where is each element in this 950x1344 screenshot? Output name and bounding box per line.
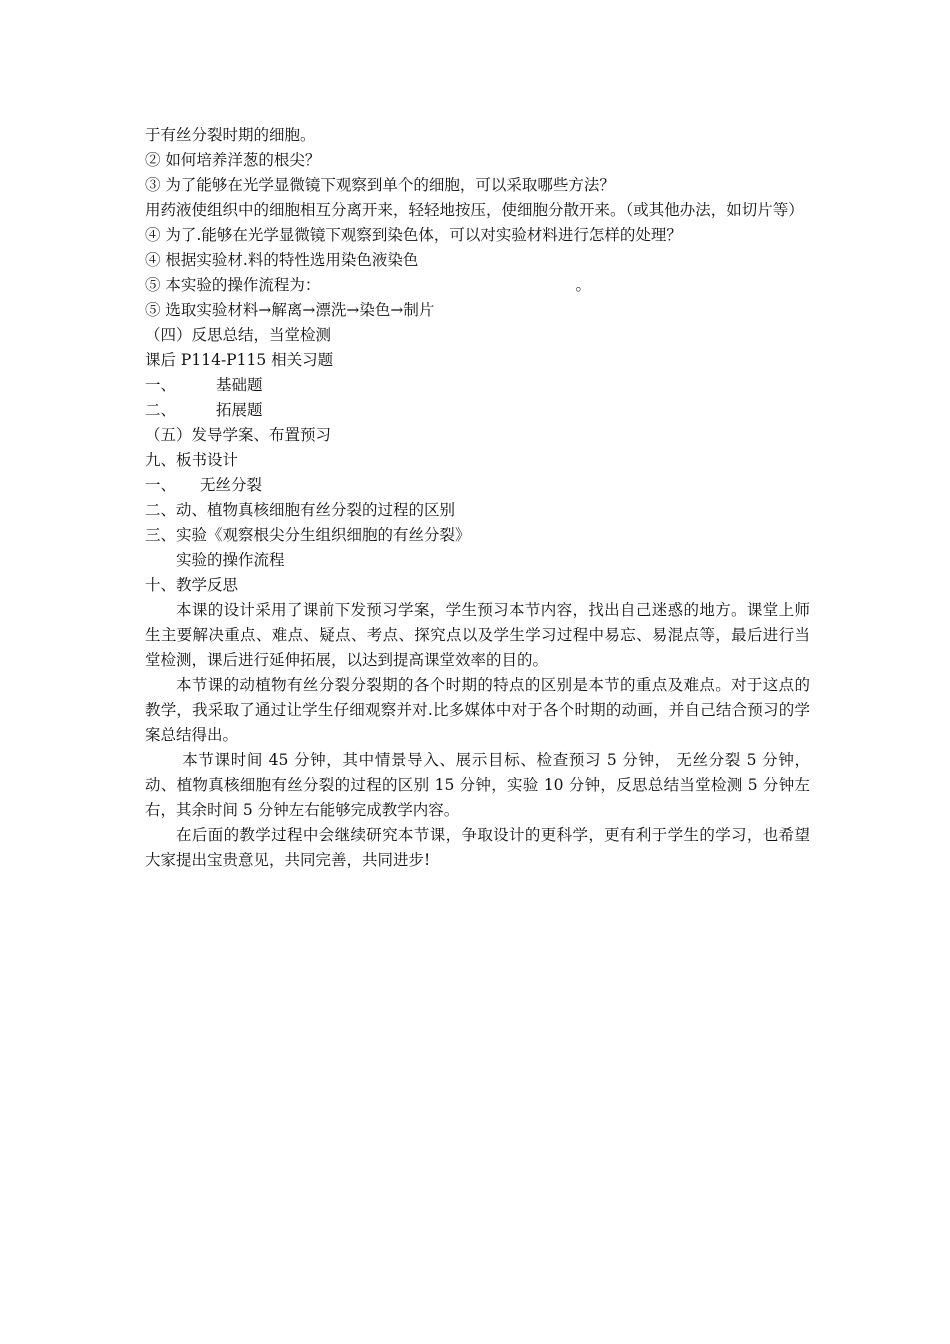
homework-item [145,398,810,423]
homework-item-num: 二、 [145,401,177,419]
homework-item [145,373,810,398]
section-heading-10: 十、教学反思 [145,576,239,594]
document-body [145,123,810,873]
question-5-end: 。 [575,276,591,294]
reflection-paragraph: 在后面的教学过程中会继续研究本节课，争取设计的更科学，更有利于学生的学习，也希望大家提出宝贵意见，共同完善，共同进步! [145,826,810,869]
homework-item-text: 基础题 [216,376,263,394]
answer-3: 用药液使组织中的细胞相互分离开来，轻轻地按压，使细胞分散开来。（或其他办法，如切片等） [145,201,804,219]
answer-4: ④ 根据实验材.料的特性选用染色液染色 [145,251,419,269]
question-5 [145,273,810,298]
board-item-text: 无丝分裂 [200,476,263,494]
homework-item-text: 拓展题 [216,401,263,419]
question-5-text: ⑤ 本实验的操作流程为： [145,276,321,294]
reflection-paragraph: 本节课时间 45 分钟，其中情景导入、展示目标、检查预习 5 分钟， 无丝分裂 5 分钟，动、植物真核细胞有丝分裂的过程的区别 15 分钟，实验 10 分钟，反思总结当堂检测 5 分钟左右，其余时间 5 分钟左右能够完成教学内容。 [145,751,810,819]
section-heading-5: （五）发导学案、布置预习 [145,426,332,444]
question-3: ③ 为了能够在光学显微镜下观察到单个的细胞，可以采取哪些方法？ [145,176,615,194]
board-item-3: 三、实验《观察根尖分生组织细胞的有丝分裂》 [145,526,471,544]
answer-5: ⑤ 选取实验材料→解离→漂洗→染色→制片 [145,301,435,319]
homework-line: 课后 P114-P115 相关习题 [145,351,334,369]
reflection-paragraph: 本节课的动植物有丝分裂分裂期的各个时期的特点的区别是本节的重点及难点。对于这点的教学，我采取了通过让学生仔细观察并对.比多媒体中对于各个时期的动画，并自己结合预习的学案总结得出。 [145,676,810,744]
reflection-paragraph: 本课的设计采用了课前下发预习学案，学生预习本节内容，找出自己迷惑的地方。课堂上师生主要解决重点、难点、疑点、考点、探究点以及学生学习过程中易忘、易混点等，最后进行当堂检测，课后进行延伸拓展，以达到提高课堂效率的目的。 [145,601,810,669]
board-item-num: 一、 [145,476,177,494]
homework-item-num: 一、 [145,376,177,394]
board-item-2: 二、动、植物真核细胞有丝分裂的过程的区别 [145,501,456,519]
question-2: ② 如何培养洋葱的根尖？ [145,151,321,169]
board-item-3-sub: 实验的操作流程 [176,551,285,569]
board-item-1 [145,473,810,498]
question-4: ④ 为了.能够在光学显微镜下观察到染色体，可以对实验材料进行怎样的处理？ [145,226,682,244]
text-line: 于有丝分裂时期的细胞。 [145,126,316,144]
section-heading-9: 九、板书设计 [145,451,239,469]
section-heading-4: （四）反思总结，当堂检测 [145,326,332,344]
